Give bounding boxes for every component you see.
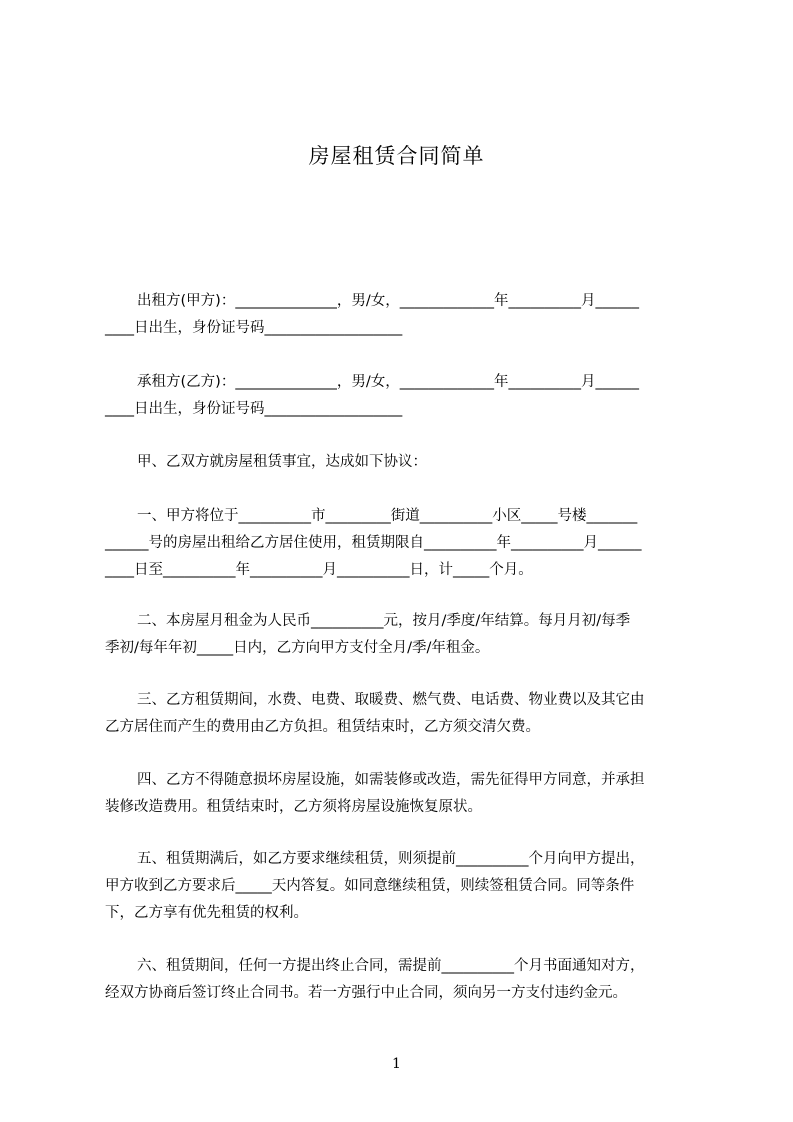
- paragraph-line: 四、乙方不得随意损坏房屋设施，如需装修或改造，需先征得甲方同意，并承担: [137, 772, 645, 788]
- paragraph-line: ____日出生，身份证号码___________________: [105, 401, 403, 417]
- paragraph-line: 装修改造费用。租赁结束时，乙方须将房屋设施恢复原状。: [105, 799, 482, 815]
- paragraph-line: 甲、乙双方就房屋租赁事宜，达成如下协议：: [137, 454, 427, 470]
- paragraph-line: ____日出生，身份证号码___________________: [105, 320, 403, 336]
- paragraph-clause-6: [105, 953, 705, 1007]
- paragraph-clause-5: [105, 846, 705, 927]
- paragraph-clause-3: [105, 687, 705, 741]
- paragraph-line: 承租方(乙方)：______________，男/女，_____________年__________月______: [137, 374, 639, 390]
- paragraph-line: 二、本房屋月租金为人民币__________元，按月/季度/年结算。每月月初/每季: [137, 613, 631, 629]
- paragraph-lessor: [105, 288, 705, 342]
- paragraph-clause-2: [105, 608, 705, 662]
- paragraph-line: 三、乙方租赁期间，水费、电费、取暖费、燃气费、电话费、物业费以及其它由: [137, 692, 645, 708]
- paragraph-clause-1: [105, 503, 705, 584]
- paragraph-line: 甲方收到乙方要求后_____天内答复。如同意继续租赁，则续签租赁合同。同等条件: [105, 878, 635, 894]
- paragraph-line: 六、租赁期间，任何一方提出终止合同，需提前__________个月书面通知对方，: [137, 958, 645, 974]
- paragraph-line: 乙方居住而产生的费用由乙方负担。租赁结束时，乙方须交清欠费。: [105, 719, 540, 735]
- paragraph-line: 五、租赁期满后，如乙方要求继续租赁，则须提前__________个月向甲方提出，: [137, 851, 645, 867]
- paragraph-line: 经双方协商后签订终止合同书。若一方强行中止合同，须向另一方支付违约金元。: [105, 985, 627, 1001]
- paragraph-line: ______号的房屋出租给乙方居住使用，租赁期限自__________年__________月______: [105, 535, 642, 551]
- paragraph-line: 出租方(甲方)：______________，男/女，_____________年__________月______: [137, 293, 639, 309]
- paragraph-line: 下，乙方享有优先租赁的权利。: [105, 905, 308, 921]
- paragraph-lessee: [105, 369, 705, 423]
- paragraph-line: ____日至__________年__________月__________日，计_____个月。: [105, 562, 533, 578]
- paragraph-line: 一、甲方将位于__________市_________街道__________小区_____号楼_______: [137, 508, 638, 524]
- paragraph-preamble: [105, 449, 705, 476]
- document-title: 房屋租赁合同简单: [308, 144, 485, 168]
- paragraph-line: 季初/每年年初_____日内，乙方向甲方支付全月/季/年租金。: [105, 640, 490, 656]
- paragraph-clause-4: [105, 767, 705, 821]
- page-number: 1: [392, 1056, 401, 1072]
